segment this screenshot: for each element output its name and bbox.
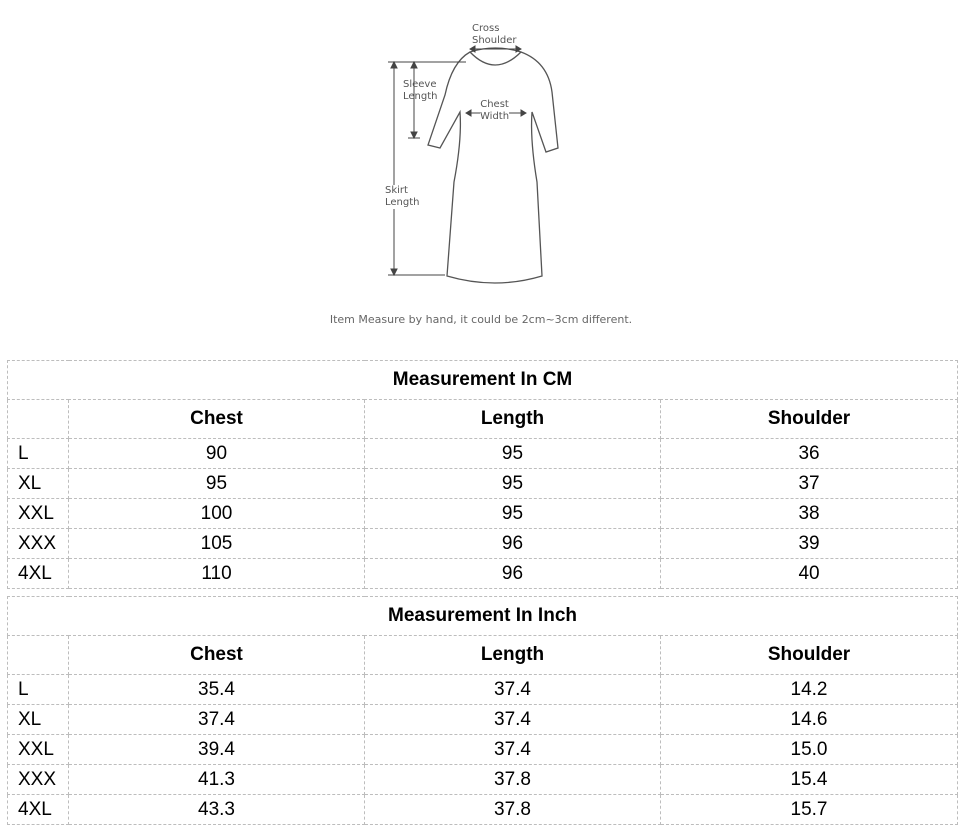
table-row	[8, 795, 958, 825]
length-cell: 37.4	[365, 735, 661, 765]
header-length: Length	[365, 636, 661, 675]
size-cell: XXL	[8, 499, 69, 529]
chest-cell: 35.4	[69, 675, 365, 705]
chest-cell: 90	[69, 439, 365, 469]
shoulder-cell: 39	[661, 529, 958, 559]
length-cell: 37.4	[365, 675, 661, 705]
measure-note: Item Measure by hand, it could be 2cm~3cm different.	[329, 313, 633, 326]
size-table-inch	[7, 596, 958, 825]
size-cell: 4XL	[8, 795, 69, 825]
length-cell: 37.8	[365, 765, 661, 795]
chest-cell: 43.3	[69, 795, 365, 825]
shoulder-cell: 40	[661, 559, 958, 589]
table-title: Measurement In CM	[8, 361, 958, 400]
sleeve-length-label-line1: Sleeve	[403, 79, 437, 90]
chest-width-label	[480, 99, 509, 123]
dress-measurement-diagram	[0, 0, 962, 340]
table-row	[8, 735, 958, 765]
length-cell: 37.8	[365, 795, 661, 825]
shoulder-cell: 15.4	[661, 765, 958, 795]
cross-shoulder-label-line2: Shoulder	[472, 35, 517, 46]
size-cell: L	[8, 675, 69, 705]
shoulder-cell: 14.2	[661, 675, 958, 705]
table-row	[8, 675, 958, 705]
table-row	[8, 499, 958, 529]
length-cell: 95	[365, 499, 661, 529]
chest-cell: 110	[69, 559, 365, 589]
table-row	[8, 705, 958, 735]
chest-width-label-line2: Width	[480, 111, 510, 122]
size-cell: 4XL	[8, 559, 69, 589]
size-cell: XL	[8, 469, 69, 499]
shoulder-cell: 15.0	[661, 735, 958, 765]
sleeve-length-label	[403, 79, 438, 103]
chest-width-label-line1: Chest	[480, 99, 509, 110]
dress-outline-illustration	[0, 0, 962, 340]
chest-cell: 37.4	[69, 705, 365, 735]
size-cell: XXX	[8, 529, 69, 559]
header-chest: Chest	[69, 400, 365, 439]
table-row	[8, 439, 958, 469]
skirt-length-label-line2: Length	[385, 197, 420, 208]
table-title: Measurement In Inch	[8, 597, 958, 636]
shoulder-cell: 37	[661, 469, 958, 499]
sleeve-length-label-line2: Length	[403, 91, 438, 102]
header-shoulder: Shoulder	[661, 636, 958, 675]
table-row	[8, 559, 958, 589]
skirt-length-label-line1: Skirt	[385, 185, 408, 196]
shoulder-cell: 15.7	[661, 795, 958, 825]
chest-cell: 100	[69, 499, 365, 529]
header-shoulder: Shoulder	[661, 400, 958, 439]
skirt-length-label	[385, 185, 420, 209]
table-row	[8, 529, 958, 559]
size-cell: XL	[8, 705, 69, 735]
length-cell: 95	[365, 469, 661, 499]
length-cell: 96	[365, 529, 661, 559]
shoulder-cell: 14.6	[661, 705, 958, 735]
shoulder-cell: 36	[661, 439, 958, 469]
chest-cell: 105	[69, 529, 365, 559]
header-size	[8, 400, 69, 439]
length-cell: 37.4	[365, 705, 661, 735]
cross-shoulder-label-line1: Cross	[472, 23, 500, 34]
cross-shoulder-label	[472, 23, 517, 47]
size-table-cm	[7, 360, 958, 589]
header-size	[8, 636, 69, 675]
size-cell: L	[8, 439, 69, 469]
length-cell: 96	[365, 559, 661, 589]
header-chest: Chest	[69, 636, 365, 675]
shoulder-cell: 38	[661, 499, 958, 529]
table-row	[8, 469, 958, 499]
chest-cell: 41.3	[69, 765, 365, 795]
chest-cell: 39.4	[69, 735, 365, 765]
size-cell: XXL	[8, 735, 69, 765]
length-cell: 95	[365, 439, 661, 469]
header-length: Length	[365, 400, 661, 439]
table-row	[8, 765, 958, 795]
chest-cell: 95	[69, 469, 365, 499]
size-cell: XXX	[8, 765, 69, 795]
